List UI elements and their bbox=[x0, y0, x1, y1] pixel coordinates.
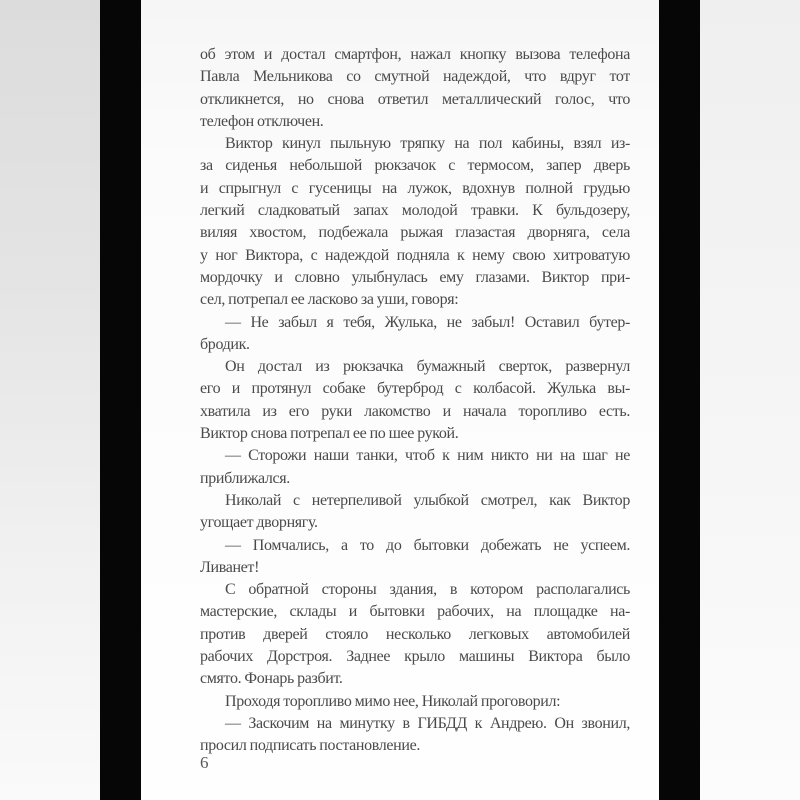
text-line: угощает дворнягу. bbox=[200, 514, 318, 532]
text-line: Проходя торопливо мимо нее, Николай проговорил: bbox=[225, 692, 561, 710]
text-line: Павла Мельникова со смутной надеждой, что вдруг тот bbox=[200, 68, 630, 86]
text-line: приближался. bbox=[200, 469, 290, 487]
text-line: мордочку и словно улыбнулась ему глазами. Виктор при- bbox=[200, 268, 630, 286]
page-left-edge-bar bbox=[100, 0, 141, 800]
text-line: виляя хвостом, подбежала рыжая глазастая дворняга, села bbox=[200, 224, 630, 242]
text-line: Виктор кинул пыльную тряпку на пол кабины, взял из- bbox=[225, 135, 630, 153]
text-line: телефон отключен. bbox=[200, 112, 324, 130]
text-line: об этом и достал смартфон, нажал кнопку вызова телефона bbox=[200, 46, 630, 63]
left-margin-area bbox=[0, 0, 100, 800]
text-line: — Помчались, а то до бытовки добежать не успеем. bbox=[225, 536, 630, 554]
text-line: легкий сладковатый запах молодой травки. К бульдозеру, bbox=[200, 202, 630, 220]
right-margin-area bbox=[700, 0, 800, 800]
text-line: у ног Виктора, с надеждой подняла к нему свою хитроватую bbox=[200, 246, 630, 264]
text-line: Николай с нетерпеливой улыбкой смотрел, как Виктор bbox=[225, 491, 630, 509]
text-line: откликнется, но снова ответил металлический голос, что bbox=[200, 90, 630, 108]
page-right-edge-bar bbox=[659, 0, 700, 800]
text-line: просил подписать постановление. bbox=[200, 737, 420, 755]
page-number: 6 bbox=[200, 753, 209, 772]
text-line: — Не забыл я тебя, Жулька, не забыл! Оставил бутер- bbox=[225, 313, 630, 331]
text-line: сел, потрепал ее ласково за уши, говоря: bbox=[200, 291, 459, 309]
text-line: Виктор снова потрепал ее по шее рукой. bbox=[200, 425, 459, 443]
text-line: мастерские, склады и бытовки рабочих, на площадке на- bbox=[200, 603, 630, 621]
text-line: С обратной стороны здания, в котором располагались bbox=[225, 581, 630, 599]
text-line: против дверей стояло несколько легковых автомобилей bbox=[200, 625, 630, 643]
text-line: рабочих Дорстроя. Заднее крыло машины Виктора было bbox=[200, 648, 630, 666]
text-line: хватила из его руки лакомство и начала торопливо есть. bbox=[200, 402, 630, 420]
text-line: его и протянул собаке бутерброд с колбасой. Жулька вы- bbox=[200, 380, 630, 398]
text-line: Ливанет! bbox=[200, 558, 260, 576]
text-line: — Сторожи наши танки, чтоб к ним никто ни на шаг не bbox=[225, 447, 630, 465]
text-line: смято. Фонарь разбит. bbox=[200, 670, 343, 688]
text-line: и спрыгнул с гусеницы на лужок, вдохнув полной грудью bbox=[200, 179, 630, 197]
text-line: за сиденья небольшой рюкзачок с термосом, запер дверь bbox=[200, 157, 630, 175]
text-line: — Заскочим на минутку в ГИБДД к Андрею. Он звонил, bbox=[225, 714, 630, 732]
page-text-block bbox=[200, 44, 630, 758]
text-line: Он достал из рюкзачка бумажный сверток, развернул bbox=[225, 358, 630, 376]
book-page bbox=[141, 0, 659, 800]
text-line: бродик. bbox=[200, 335, 250, 353]
